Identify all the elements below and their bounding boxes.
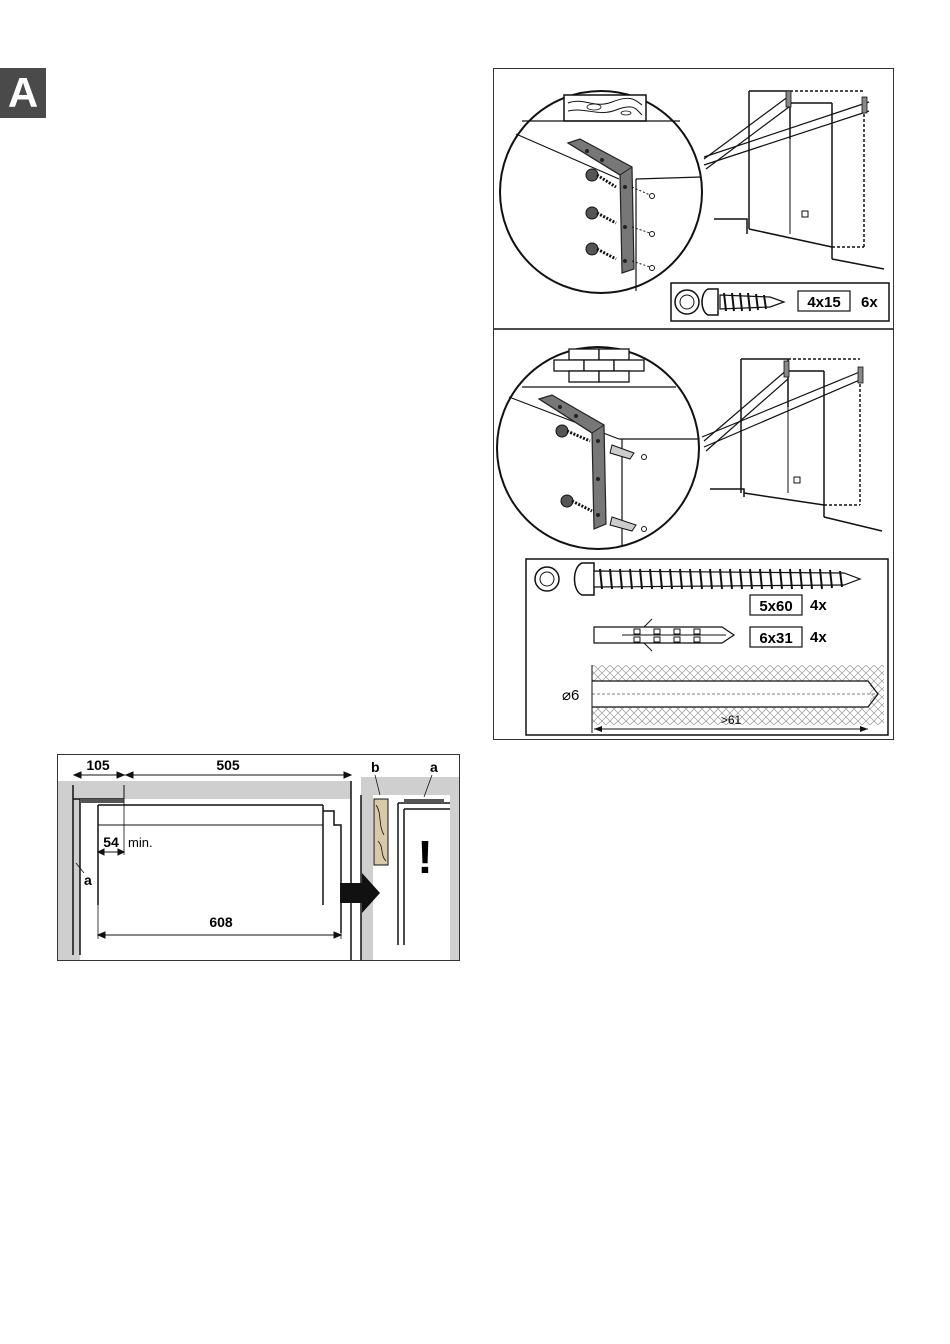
dim-gap: 54 <box>103 834 119 850</box>
screw-head-icon <box>702 289 718 315</box>
cabinet-recess <box>710 359 882 531</box>
wood-wall-section <box>500 91 889 321</box>
section-badge <box>0 68 46 118</box>
wall-screw-size: 5x60 <box>759 598 793 615</box>
wood-screw-qty: 6x <box>861 294 878 311</box>
dim-depth: 608 <box>209 914 233 930</box>
dimension-drawing <box>58 755 459 960</box>
arrow-right-icon <box>340 873 380 913</box>
dimension-panel <box>57 754 460 961</box>
cabinet-recess <box>714 91 884 269</box>
section-letter: A <box>7 69 39 116</box>
screw-head-icon <box>575 563 595 595</box>
dowel-qty: 4x <box>810 629 827 646</box>
torx-drive-icon <box>675 290 699 314</box>
bracket-mounting-panel <box>493 68 894 740</box>
drill-depth: >61 <box>720 713 742 727</box>
label-a-right: a <box>430 759 438 775</box>
label-b: b <box>371 759 380 775</box>
wall-screw-qty: 4x <box>810 597 827 614</box>
warning-icon: ! <box>417 831 433 883</box>
wood-screw-size: 4x15 <box>807 294 841 311</box>
masonry-wall-section <box>497 347 888 735</box>
wood-strip <box>374 799 388 865</box>
cabinet-section <box>73 781 361 960</box>
dim-left-offset: 105 <box>86 757 110 773</box>
drill-diameter: ⌀6 <box>562 687 580 704</box>
label-a-left: a <box>84 872 92 888</box>
bracket-mounting-illustration <box>494 69 893 739</box>
dim-width: 505 <box>216 757 240 773</box>
torx-drive-icon <box>535 567 559 591</box>
dowel-size: 6x31 <box>759 630 793 647</box>
dim-gap-note: min. <box>128 835 153 850</box>
